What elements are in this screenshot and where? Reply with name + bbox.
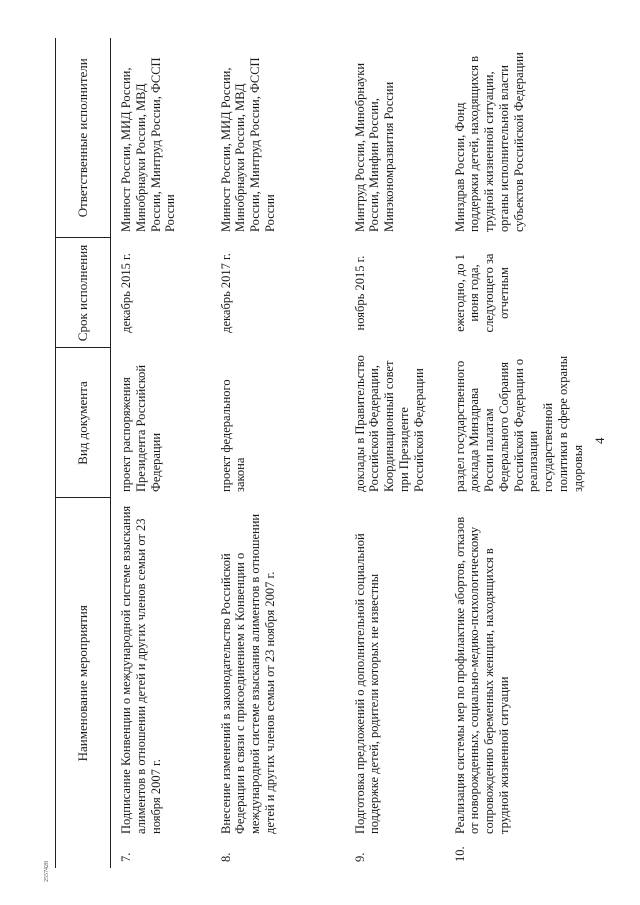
page-number: 4 — [592, 437, 607, 444]
row-number: 10. — [452, 846, 467, 862]
row-deadline: ежегодно, до 1 июня года, следующего за отчетным — [452, 253, 511, 333]
table-row — [111, 38, 211, 868]
row-deadline: декабрь 2015 г. — [119, 253, 133, 333]
row-doc-type: доклады в Правительство Российской Федерации, Координационный совет при Президенте Российской Федерации — [352, 355, 426, 492]
header-executors: Ответственные исполнители — [56, 38, 111, 238]
row-doc-type: проект федерального закона — [218, 379, 248, 492]
row-number: 9. — [352, 852, 367, 862]
header-deadline: Срок исполнения — [56, 238, 111, 348]
table-row — [211, 38, 345, 868]
row-executors: Минздрав России, Фонд поддержки детей, находящихся в трудной жизненной ситуации, органы исполнительной власти субъектов Российской Федерации — [452, 52, 526, 232]
table-row — [345, 38, 445, 868]
row-name: Внесение изменений в законодательство Российской Федерации в связи с присоединением к Конвенции о международной системе взыскания алиментов в отношении детей и других членов семьи от 23 ноября 2007 г. — [218, 513, 277, 834]
row-executors: Минтруд России, Минобрнауки России, Минфин России, Минэкономразвития России — [352, 62, 396, 232]
row-name-cell — [445, 498, 592, 868]
row-executors: Минюст России, МИД России, Минобрнауки России, МВД России, Минтруд России, ФССП России — [218, 57, 277, 232]
header-doc-type: Вид документа — [56, 348, 111, 498]
row-name: Подготовка предложений о дополнительной социальной поддержке детей, родители которых не известны — [352, 533, 382, 834]
table-rotated-container — [55, 38, 585, 868]
row-name: Реализация системы мер по профилактике абортов, отказов от новорожденных, социально-медико-психологическому сопровождению беременных женщин, находящихся в трудной жизненной ситуации — [452, 516, 511, 834]
row-executors: Минюст России, МИД России, Минобрнауки России, МВД России, Минтруд России, ФССП России — [119, 57, 178, 232]
row-name: Подписание Конвенции о международной системе взыскания алиментов в отношении детей и других членов семьи от 23 ноября 2007 г. — [119, 505, 163, 834]
row-name-cell — [111, 498, 211, 868]
row-doc-type: проект распоряжения Президента Российской Федерации — [119, 364, 163, 492]
measures-table — [55, 38, 591, 868]
row-deadline: декабрь 2017 г. — [218, 253, 233, 333]
table-row — [445, 38, 592, 868]
header-name: Наименование мероприятия — [56, 498, 111, 868]
row-doc-type: раздел государственного доклада Минздрава России палатам Федерального Собрания Российской Федерации о реализации государственной политики в сфере охраны здоровья — [452, 355, 585, 492]
row-name-cell — [211, 498, 345, 868]
document-code: 2557428 — [44, 861, 50, 882]
table-header-row — [56, 38, 111, 868]
row-number: 8. — [218, 852, 233, 862]
row-deadline: ноябрь 2015 г. — [352, 255, 367, 331]
row-name-cell — [345, 498, 445, 868]
row-number: 7. — [119, 852, 133, 862]
